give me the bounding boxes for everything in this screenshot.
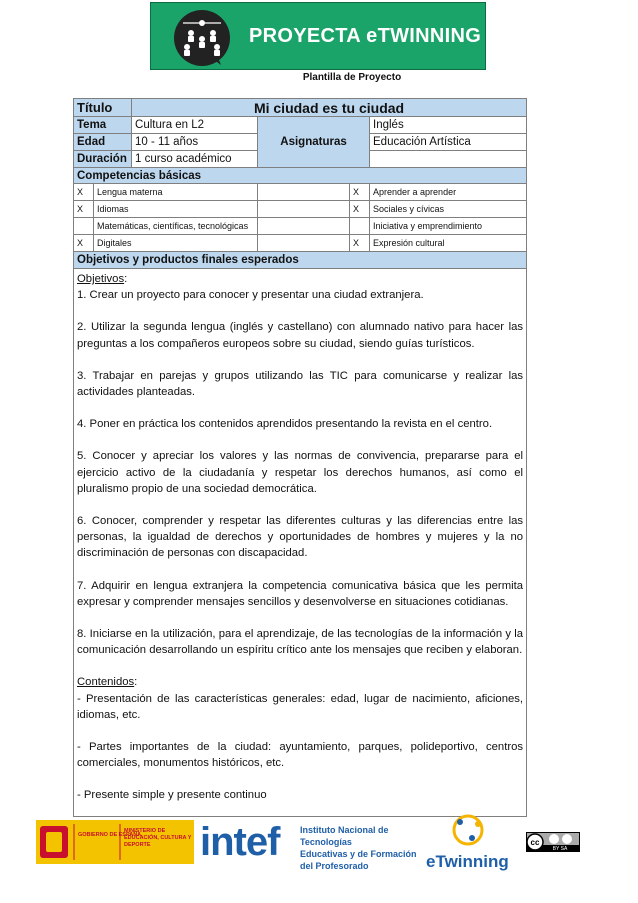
competencia-item: Aprender a aprender	[370, 184, 527, 201]
objetivo-item: 5. Conocer y apreciar los valores y las normas de convivencia, prepararse para el ejercicio activo de la ciudadanía y respetar los derechos humanos, así como el pluralismo propio de una sociedad democrática.	[77, 450, 524, 495]
titulo-value: Mi ciudad es tu ciudad	[132, 99, 527, 117]
competencia-item: Expresión cultural	[370, 235, 527, 252]
project-banner	[150, 2, 486, 70]
project-body	[74, 269, 527, 817]
objetivo-item: 2. Utilizar la segunda lengua (inglés y castellano) con alumnado nativo para hacer las preguntas a los compañeros europeos sobre su ciudad, siendo guías turísticos.	[77, 321, 524, 350]
etwinning-logo	[424, 814, 514, 871]
competencia-mark	[74, 218, 94, 235]
tema-label: Tema	[74, 117, 132, 134]
asignatura-1: Inglés	[370, 117, 527, 134]
subtitle-text: Plantilla de Proyecto	[302, 72, 402, 83]
competencia-mark: X	[350, 235, 370, 252]
duracion-value: 1 curso académico	[132, 151, 258, 168]
competencia-item: Digitales	[94, 235, 258, 252]
contenidos-heading: Contenidos	[77, 676, 135, 689]
objetivo-item: 6. Conocer, comprender y respetar las diferentes culturas y las diferencias entre las personas, la igualdad de derechos y oportunidades de hombres y mujeres y la no discriminación de personas con discapacidad.	[77, 515, 524, 560]
intef-wordmark: intef	[200, 820, 280, 864]
competencias-label: Competencias básicas	[74, 168, 527, 184]
competencia-mark: X	[74, 184, 94, 201]
contenidos-heading-line: Contenidos:	[77, 676, 138, 689]
competencia-item: Sociales y cívicas	[370, 201, 527, 218]
edad-label: Edad	[74, 134, 132, 151]
asignaturas-label: Asignaturas	[258, 117, 370, 168]
objetivo-item: 3. Trabajar en parejas y grupos utilizando las TIC para comunicarse y realizar las actividades planteadas.	[77, 369, 524, 399]
project-table	[73, 98, 527, 817]
asignatura-2: Educación Artística	[370, 134, 527, 151]
footer-logos	[0, 810, 638, 903]
competencia-mark: X	[350, 184, 370, 201]
cc-license-icon	[526, 832, 580, 852]
competencia-mark	[350, 218, 370, 235]
tema-value: Cultura en L2	[132, 117, 258, 134]
ministerio-text: MINISTERIO DE EDUCACIÓN, CULTURA Y DEPORTE	[124, 828, 192, 848]
objetivos-heading: Objetivos	[77, 273, 125, 285]
intef-line-1: Instituto Nacional de Tecnologías	[300, 825, 389, 847]
subtitle	[0, 72, 638, 83]
competencia-mark: X	[74, 235, 94, 252]
etwinning-stars-icon	[424, 814, 514, 854]
titulo-label: Título	[74, 99, 132, 117]
contenido-item: - Presente simple y presente continuo	[77, 789, 267, 802]
banner-title: PROYECTA eTWINNING	[249, 25, 482, 47]
edad-value: 10 - 11 años	[132, 134, 258, 151]
competencia-item: Idiomas	[94, 201, 258, 218]
competencia-mark: X	[74, 201, 94, 218]
objetivos-heading-line: Objetivos:	[77, 273, 128, 285]
gobierno-logo	[36, 820, 194, 864]
objetivo-item: 7. Adquirir en lengua extranjera la competencia comunicativa básica que les permita expresar y comprender mensajes sencillos y desenvolverse en situaciones cotidianas.	[77, 579, 524, 608]
intef-caption	[300, 824, 430, 872]
intef-line-2: Educativas y de Formación	[300, 849, 417, 859]
asignatura-3	[370, 151, 527, 168]
objetivo-item: 4. Poner en práctica los contenidos aprendidos presentando la revista en el centro.	[77, 418, 493, 431]
contenido-item: - Partes importantes de la ciudad: ayuntamiento, parques, polideportivo, centros comerciales, monumentos históricos, etc.	[77, 741, 524, 770]
competencia-item: Matemáticas, científicas, tecnológicas	[94, 218, 258, 235]
competencia-item: Iniciativa y emprendimiento	[370, 218, 527, 235]
cc-text: BY SA	[552, 846, 568, 852]
objetivos-label: Objetivos y productos finales esperados	[74, 252, 527, 269]
objetivo-item: 8. Iniciarse en la utilización, para el aprendizaje, de las tecnologías de la información y la comunicación desarrollando un espíritu crítico ante los mensajes que reciben y elaboran.	[77, 628, 524, 657]
contenido-item: - Presentación de las características generales: edad, lugar de nacimiento, aficiones, idiomas, etc.	[77, 692, 524, 721]
etwinning-wordmark: eTwinning	[426, 852, 509, 871]
gobierno-text: GOBIERNO DE ESPAÑA	[78, 832, 142, 838]
teamwork-logo-icon	[173, 9, 231, 67]
intef-line-3: del Profesorado	[300, 861, 369, 871]
objetivo-item: 1. Crear un proyecto para conocer y presentar una ciudad extranjera.	[77, 289, 424, 302]
competencia-mark: X	[350, 201, 370, 218]
svg-text:cc: cc	[530, 838, 540, 847]
duracion-label: Duración	[74, 151, 132, 168]
competencia-item: Lengua materna	[94, 184, 258, 201]
